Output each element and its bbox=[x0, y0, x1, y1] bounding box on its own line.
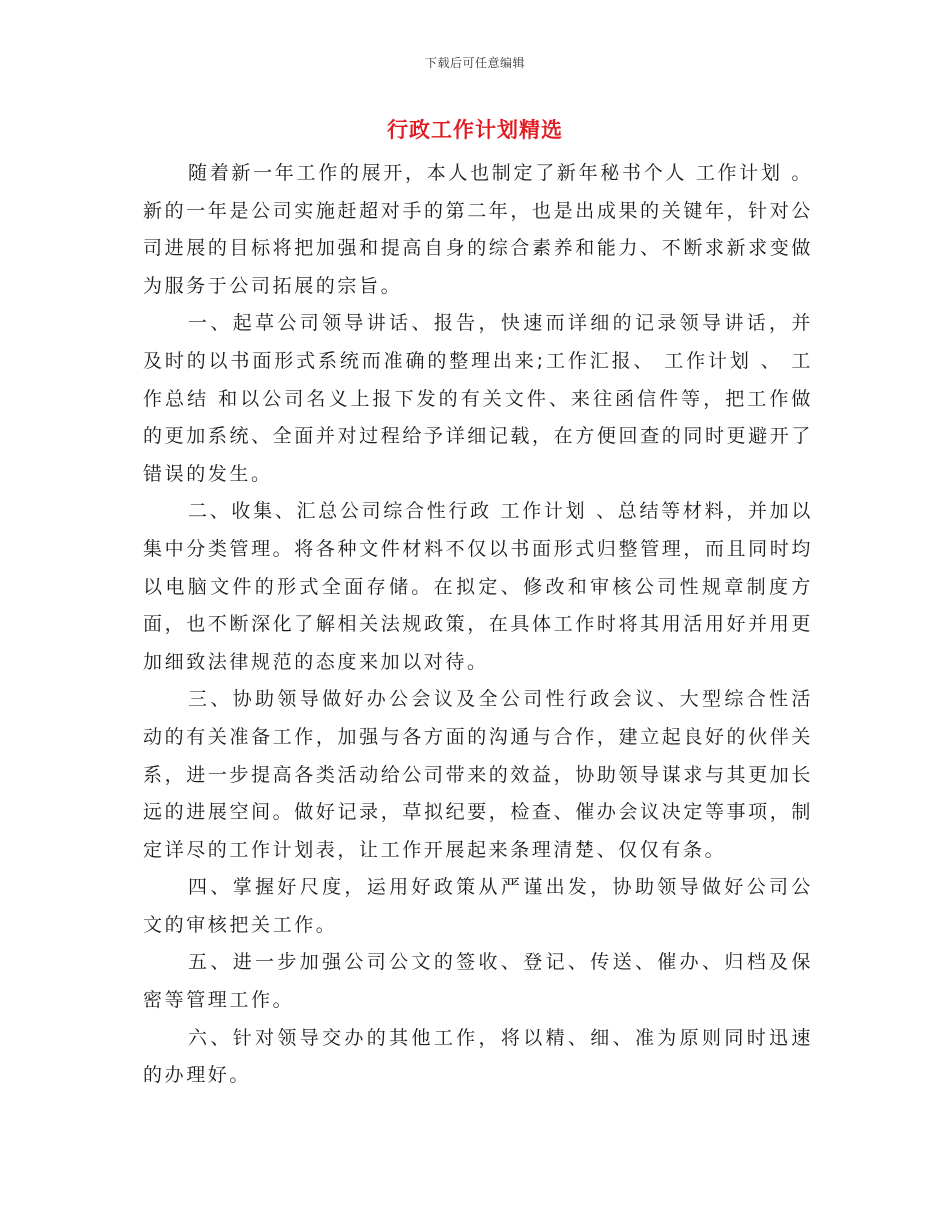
paragraph-item-6: 六、针对领导交办的其他工作，将以精、细、准为原则同时迅速的办理好。 bbox=[143, 1026, 813, 1087]
document-title: 行政工作计划精选 bbox=[387, 118, 563, 142]
paragraph-item-5: 五、进一步加强公司公文的签收、登记、传送、催办、归档及保密等管理工作。 bbox=[143, 951, 813, 1012]
paragraph-intro: 随着新一年工作的展开，本人也制定了新年秘书个人 工作计划 。新的一年是公司实施赶超对手的第二年，也是出成果的关键年，针对公司进展的目标将把加强和提高自身的综合素养和能力、不断求新求变做为服务于公司拓展的宗旨。 bbox=[143, 162, 813, 297]
paragraph-item-4: 四、掌握好尺度，运用好政策从严谨出发，协助领导做好公司公文的审核把关工作。 bbox=[143, 876, 813, 936]
paragraph-item-3: 三、协助领导做好办公会议及全公司性行政会议、大型综合性活动的有关准备工作，加强与各方面的沟通与合作，建立起良好的伙伴关系，进一步提高各类活动给公司带来的效益，协助领导谋求与其更加长远的进展空间。做好记录，草拟纪要，检查、催办会议决定等事项，制定详尽的工作计划表，让工作开展起来条理清楚、仅仅有条。 bbox=[143, 688, 813, 861]
paragraph-item-2: 二、收集、汇总公司综合性行政 工作计划 、总结等材料，并加以集中分类管理。将各种文件材料不仅以书面形式归整管理，而且同时均以电脑文件的形式全面存储。在拟定、修改和审核公司性规章制度方面，也不断深化了解相关法规政策，在具体工作时将其用活用好并用更加细致法律规范的态度来加以对待。 bbox=[143, 500, 813, 673]
header-note: 下载后可任意编辑 bbox=[424, 56, 525, 70]
document-body bbox=[143, 155, 813, 1095]
paragraph-item-1: 一、起草公司领导讲话、报告，快速而详细的记录领导讲话，并及时的以书面形式系统而准确的整理出来;工作汇报、 工作计划 、 工作总结 和以公司名义上报下发的有关文件、来往函信件等，把工作做的更加系统、全面并对过程给予详细记载，在方便回查的同时更避开了错误的发生。 bbox=[143, 312, 813, 485]
